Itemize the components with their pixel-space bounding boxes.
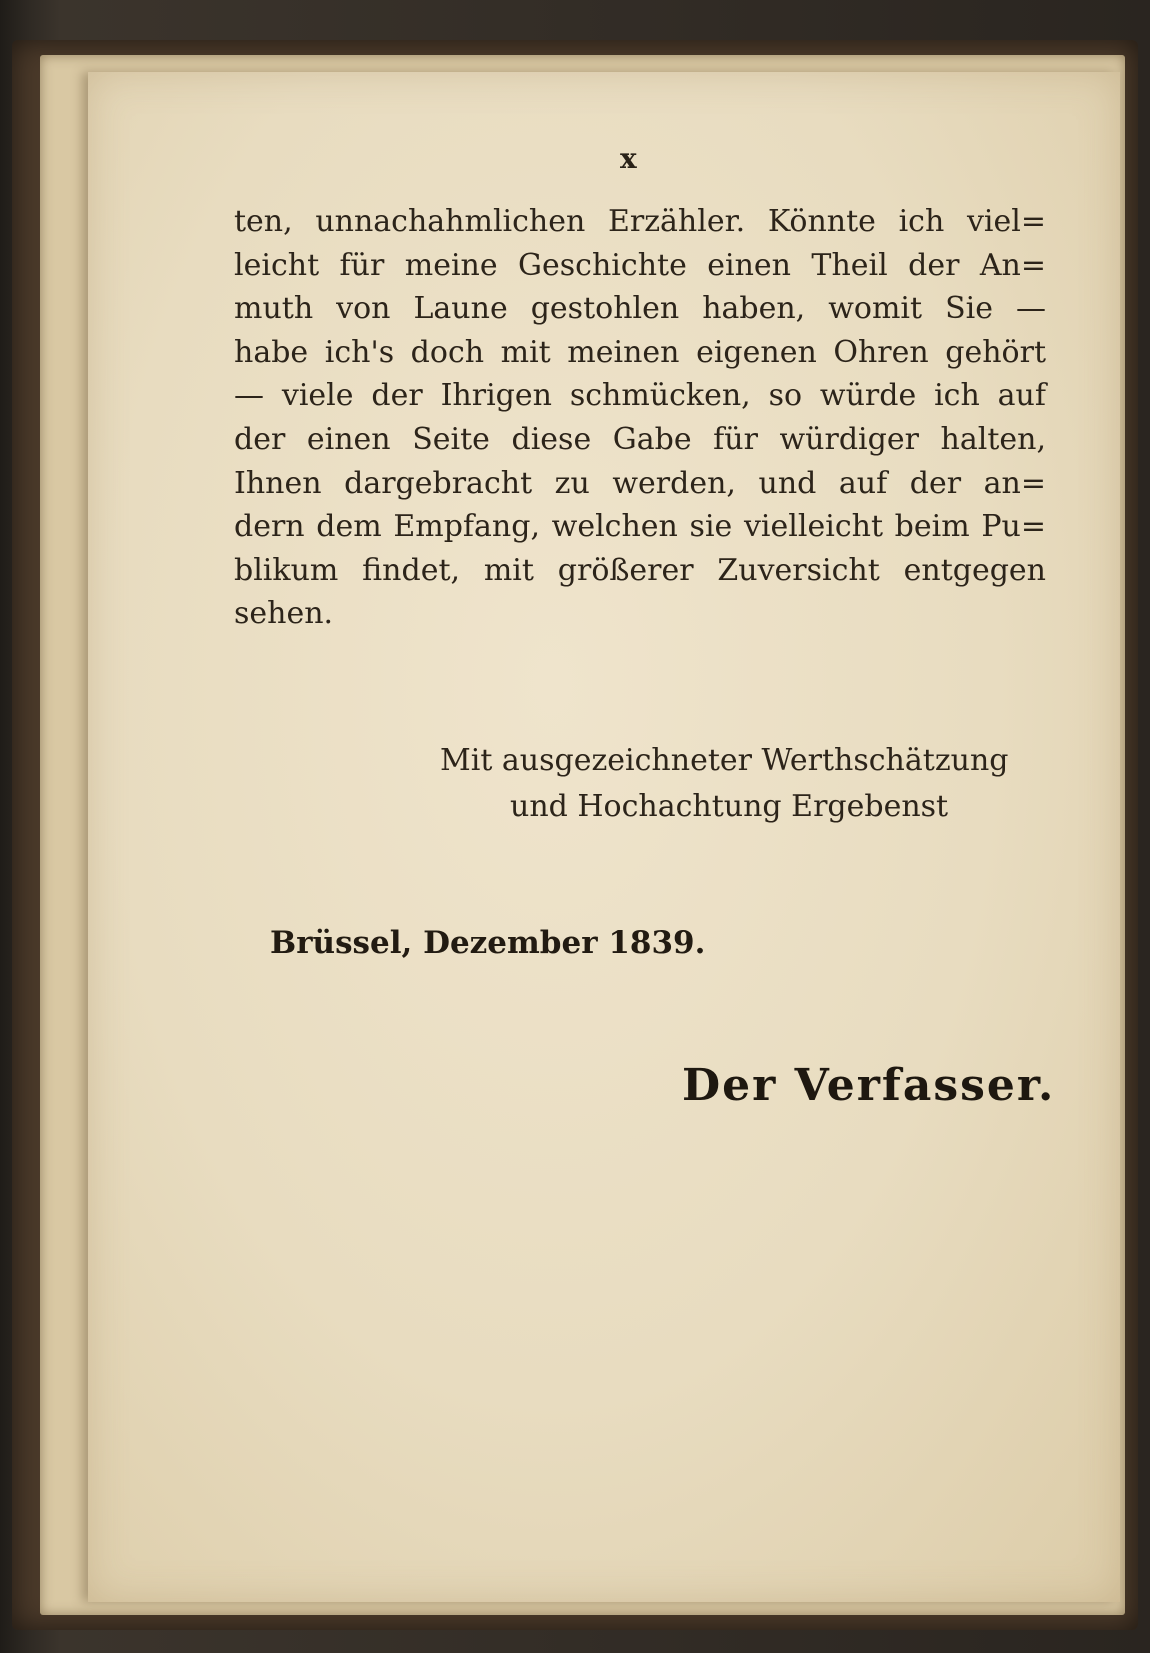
text-line: ten, unnachahmlichen Erzähler. Könnte ich viel=	[234, 204, 1046, 239]
place-and-date: Brüssel, Dezember 1839.	[270, 925, 706, 961]
body-paragraph	[234, 200, 1046, 636]
author-signature: Der Verfasser.	[682, 1060, 1056, 1111]
page-number: x	[620, 142, 637, 175]
text-line: habe ich's doch mit meinen eigenen Ohren gehört	[234, 334, 1046, 370]
text-line: — viele der Ihrigen schmücken, so würde ich auf	[234, 378, 1046, 414]
text-line: sehen.	[234, 596, 334, 632]
text-line: Ihnen dargebracht zu werden, und auf der an=	[234, 465, 1046, 501]
closing-line-1: Mit ausgezeichneter Werthschätzung	[440, 743, 1009, 778]
text-line: leicht für meine Geschichte einen Theil der An=	[234, 247, 1046, 283]
text-line: dern dem Empfang, welchen sie vielleicht beim Pu=	[234, 509, 1046, 545]
closing-salutation	[440, 738, 1008, 830]
text-line: der einen Seite diese Gabe für würdiger halten,	[234, 421, 1046, 457]
closing-line-2: und Hochachtung Ergebenst	[510, 789, 949, 824]
text-line: muth von Laune gestohlen haben, womit Sie —	[234, 291, 1046, 327]
text-line: blikum findet, mit größerer Zuversicht entgegen	[234, 552, 1046, 588]
